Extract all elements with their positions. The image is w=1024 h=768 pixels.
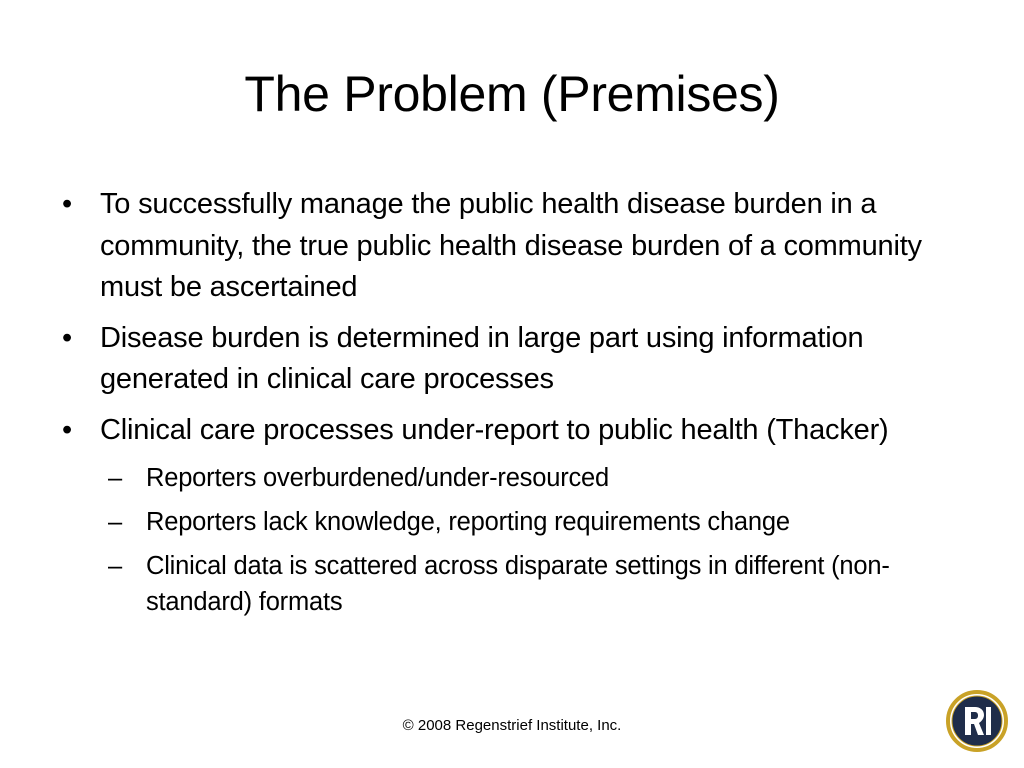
- bullet-marker: •: [62, 413, 72, 446]
- bullet-item: [62, 410, 967, 452]
- sub-bullet-list: [62, 460, 967, 620]
- bullet-item: [62, 184, 967, 309]
- bullet-list: [62, 184, 967, 628]
- bullet-text: Clinical care processes under-report to public health (Thacker): [100, 413, 889, 446]
- bullet-item: [62, 318, 967, 401]
- sub-bullet-text: Reporters overburdened/under-resourced: [146, 464, 610, 492]
- logo-letter-i: [986, 707, 991, 735]
- sub-bullet-text: Clinical data is scattered across disparate settings in different (non-standard) formats: [146, 552, 890, 616]
- bullet-marker: •: [62, 188, 72, 220]
- bullet-marker: •: [62, 321, 72, 354]
- sub-bullet-marker: –: [108, 508, 122, 536]
- sub-bullet-item: [108, 504, 967, 540]
- regenstrief-logo-icon: [946, 690, 1008, 752]
- slide-title: The Problem (Premises): [244, 66, 780, 122]
- sub-bullet-marker: –: [108, 552, 122, 580]
- bullet-text: Disease burden is determined in large part using information generated in clinical care processes: [100, 321, 864, 395]
- copyright-footer: © 2008 Regenstrief Institute, Inc.: [402, 717, 622, 734]
- sub-bullet-text: Reporters lack knowledge, reporting requirements change: [146, 508, 790, 536]
- bullet-text: To successfully manage the public health disease burden in a community, the true public health disease burden of a community must be ascertained: [100, 188, 922, 303]
- sub-bullet-item: [108, 548, 967, 620]
- sub-bullet-marker: –: [108, 464, 122, 492]
- sub-bullet-item: [108, 460, 967, 496]
